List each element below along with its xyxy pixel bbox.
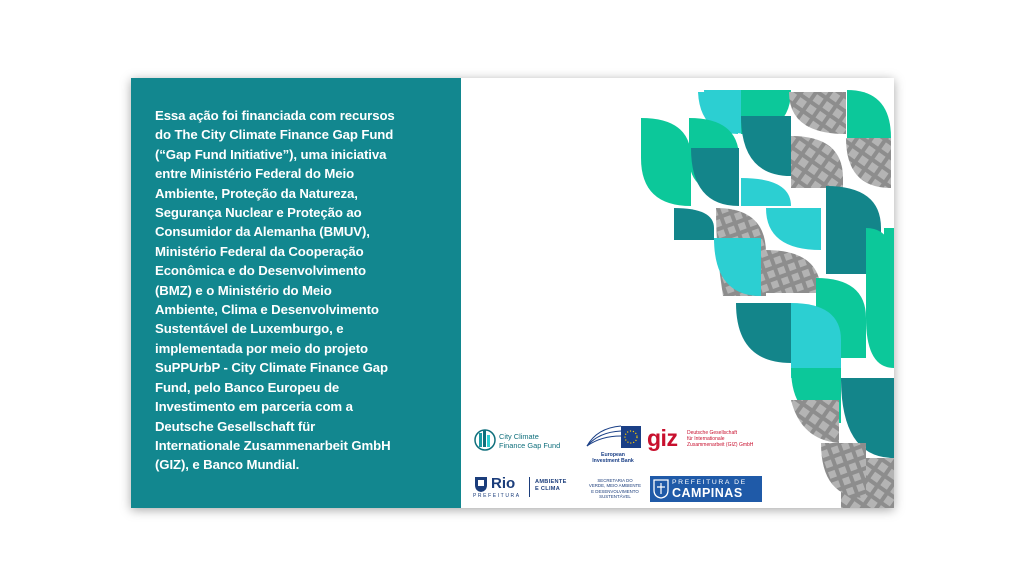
leaf-shape <box>846 138 891 188</box>
eib-line-1: European <box>601 452 625 458</box>
leaf-shape <box>866 318 894 368</box>
text-panel <box>131 78 461 508</box>
text-line: Econômica e do Desenvolvimento <box>155 263 366 279</box>
ambiente-e-clima-label <box>535 479 567 493</box>
text-line: Internationale Zusammenarbeit GmbH <box>155 437 391 453</box>
text-line: Consumidor da Alemanha (BMUV), <box>155 224 370 240</box>
leaf-shape <box>674 208 714 240</box>
campinas-line-2: CAMPINAS <box>672 486 743 500</box>
eu-flag-icon <box>583 422 643 452</box>
text-line: Segurança Nuclear e Proteção ao <box>155 205 362 221</box>
logo-divider <box>529 477 530 497</box>
ccfgf-line-2: Finance Gap Fund <box>499 440 561 450</box>
text-line: Ambiente, Proteção da Natureza, <box>155 185 358 201</box>
text-line: Essa ação foi financiada com recursos <box>155 108 395 123</box>
campinas-crest-icon <box>653 479 669 499</box>
rio-prefeitura-logo <box>473 474 531 498</box>
european-investment-bank-logo <box>583 422 643 464</box>
leaf-shape <box>691 148 739 206</box>
ccfgf-line-1: City Climate <box>499 432 539 441</box>
verde-line-2: VERDE, MEIO AMBIENTE <box>588 483 642 489</box>
rio-wordmark: Rio <box>491 475 516 492</box>
leaf-shape <box>847 90 891 138</box>
text-line: (“Gap Fund Initiative”), uma iniciativa <box>155 146 387 162</box>
verde-line-3: E DESENVOLVIMENTO <box>591 488 639 494</box>
amb-line-2: E CLIMA <box>535 486 561 492</box>
eib-line-2: Investment Bank <box>592 458 634 464</box>
leaf-shape <box>736 303 791 363</box>
giz-logo <box>647 425 767 456</box>
leaf-shape <box>821 443 866 498</box>
giz-line-2: für Internationale <box>687 435 725 442</box>
leaf-shape <box>766 250 821 293</box>
text-line: Ministério Federal da Cooperação <box>155 243 364 259</box>
text-line: Sustentável de Luxemburgo, e <box>155 321 344 337</box>
text-line: entre Ministério Federal do Meio <box>155 166 355 182</box>
text-line: Deutsche Gesellschaft für <box>155 418 316 434</box>
giz-line-3: Zusammenarbeit (GIZ) GmbH <box>687 441 754 448</box>
text-line: (GIZ), e Banco Mundial. <box>155 457 300 473</box>
city-climate-finance-gap-fund-logo <box>473 424 575 456</box>
globe-icon <box>473 424 497 454</box>
verde-line-1: SECRETARIA DO <box>597 478 633 483</box>
leaf-shape <box>791 136 843 188</box>
rio-prefeitura-label: PREFEITURA <box>473 493 521 499</box>
rio-crest-icon <box>473 475 489 493</box>
leaf-shape <box>741 116 791 176</box>
verde-line-4: SUSTENTÁVEL <box>599 494 631 500</box>
amb-line-1: AMBIENTE <box>535 479 567 485</box>
text-line: Ambiente, Clima e Desenvolvimento <box>155 302 379 318</box>
leaf-shape <box>789 92 846 134</box>
text-line: (BMZ) e o Ministério do Meio <box>155 282 332 298</box>
leaf-shape <box>641 118 691 206</box>
text-line: Fund, pelo Banco Europeu de <box>155 379 340 395</box>
giz-line-1: Deutsche Gesellschaft <box>687 430 738 436</box>
text-line: SuPPUrbP - City Climate Finance Gap <box>155 360 388 376</box>
info-slide <box>131 78 894 508</box>
leaf-shape <box>714 238 761 296</box>
leaf-shape <box>791 400 839 443</box>
funding-statement <box>155 106 445 475</box>
giz-wordmark: giz <box>647 425 678 451</box>
text-line: implementada por meio do projeto <box>155 340 368 356</box>
prefeitura-de-campinas-logo <box>650 476 762 502</box>
leaf-shape <box>741 178 791 206</box>
secretaria-verde-logo <box>583 478 647 500</box>
leaf-shape <box>766 208 821 250</box>
text-line: Investimento em parceria com a <box>155 399 353 415</box>
campinas-line-1: PREFEITURA DE <box>672 479 747 486</box>
text-line: do The City Climate Finance Gap Fund <box>155 127 394 143</box>
